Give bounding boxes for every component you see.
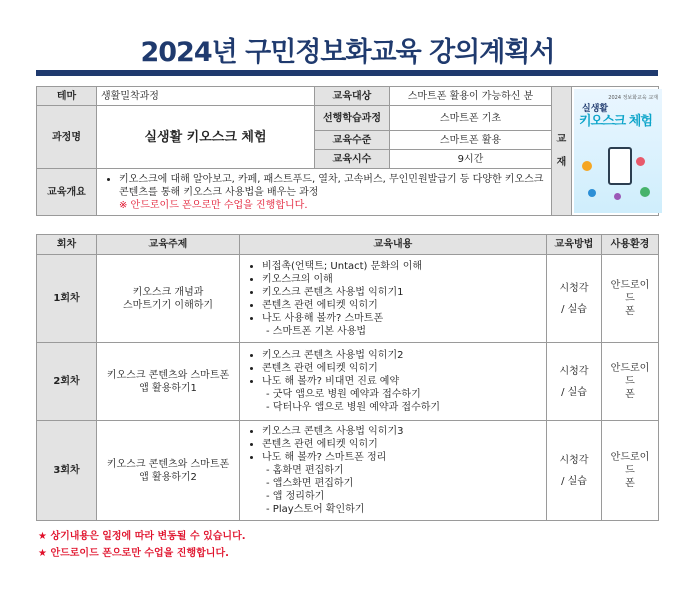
content-item: • 나도 사용해 볼까? 스마트폰 bbox=[262, 312, 540, 325]
method-line: 시청각 bbox=[559, 365, 589, 377]
hours-label: 교육시수 bbox=[315, 150, 390, 169]
page-title: 2024년 구민정보화교육 강의계획서 bbox=[140, 37, 555, 68]
textbook-small-text: 2024 정보화교육 교재 bbox=[608, 95, 658, 101]
content-item: • 콘텐츠 관련 에티켓 익히기 bbox=[262, 438, 540, 451]
content-subitem: - Play스토어 확인하기 bbox=[266, 504, 365, 515]
environment-cell bbox=[602, 421, 659, 521]
topic-line: 앱 활용하기2 bbox=[139, 471, 197, 483]
table-row bbox=[37, 343, 659, 421]
target-value: 스마트폰 활용이 가능하신 분 bbox=[390, 87, 552, 106]
session-cell: 1회차 bbox=[37, 255, 97, 343]
content-item: • 키오스크 콘텐츠 사용법 익히기3 bbox=[262, 425, 540, 438]
content-subitem: - 앱 정리하기 bbox=[266, 491, 325, 502]
topic-line: 스마트기기 이해하기 bbox=[122, 299, 214, 311]
textbook-label-1: 교 bbox=[556, 134, 567, 145]
environment-line: 안드로이드 bbox=[610, 280, 650, 304]
content-subitem: - 굿닥 앱으로 병원 예약과 접수하기 bbox=[266, 389, 421, 400]
content-item: • 키오스크의 이해 bbox=[262, 273, 540, 286]
schedule-table bbox=[36, 234, 659, 521]
textbook-label-2: 재 bbox=[556, 157, 567, 168]
content-item: • 나도 해 볼까? 비대면 진료 예약 bbox=[262, 375, 540, 388]
topic-line: 앱 활용하기1 bbox=[139, 382, 197, 394]
content-item: • 비접촉(언택트; Untact) 문화의 이해 bbox=[262, 260, 540, 273]
method-cell bbox=[547, 421, 602, 521]
overview-note: ※ 안드로이드 폰으로만 수업을 진행합니다. bbox=[119, 199, 308, 211]
overview-content bbox=[97, 169, 552, 216]
environment-line: 폰 bbox=[625, 389, 635, 400]
content-cell bbox=[240, 255, 547, 343]
content-subitem: - 홈화면 편집하기 bbox=[266, 465, 344, 476]
content-subitem: - 스마트폰 기본 사용법 bbox=[266, 325, 367, 337]
method-line: / 실습 bbox=[561, 475, 587, 487]
textbook-title-line2: 키오스크 체험 bbox=[579, 114, 652, 129]
topic-line: 키오스크 콘텐츠와 스마트폰 bbox=[106, 458, 230, 470]
theme-value: 생활밀착과정 bbox=[97, 87, 315, 106]
method-line: 시청각 bbox=[559, 282, 589, 294]
topic-cell bbox=[97, 255, 240, 343]
method-cell bbox=[547, 343, 602, 421]
content-item: • 콘텐츠 관련 에티켓 익히기 bbox=[262, 299, 540, 312]
prereq-value: 스마트폰 기초 bbox=[390, 106, 552, 131]
content-cell bbox=[240, 343, 547, 421]
textbook-cover-image bbox=[574, 89, 662, 213]
footnote-schedule-change: ★ 상기내용은 일정에 따라 변동될 수 있습니다. bbox=[38, 531, 246, 542]
content-subitem: - 닥터나우 앱으로 병원 예약과 접수하기 bbox=[266, 402, 441, 413]
overview-label: 교육개요 bbox=[37, 169, 97, 216]
session-cell: 3회차 bbox=[37, 421, 97, 521]
hours-value: 9시간 bbox=[390, 150, 552, 169]
title-divider bbox=[36, 70, 658, 76]
table-row bbox=[37, 421, 659, 521]
course-value: 실생활 키오스크 체험 bbox=[97, 106, 315, 169]
textbook-label bbox=[552, 87, 572, 216]
footnote-android-only: ★ 안드로이드 폰으로만 수업을 진행합니다. bbox=[38, 548, 229, 559]
topic-cell bbox=[97, 421, 240, 521]
method-line: / 실습 bbox=[561, 386, 587, 398]
content-subitem: - 앱스화면 편집하기 bbox=[266, 478, 354, 489]
overview-text: • 키오스크에 대해 알아보고, 카페, 패스트푸드, 열차, 고속버스, 무인민원발급기 등 다양한 키오스크 콘텐츠를 통해 키오스크 사용법을 배우는 과정 bbox=[119, 173, 547, 199]
header-session: 회차 bbox=[37, 235, 97, 255]
course-label: 과정명 bbox=[37, 106, 97, 169]
course-info-table bbox=[36, 86, 659, 216]
environment-line: 안드로이드 bbox=[610, 452, 650, 476]
header-method: 교육방법 bbox=[547, 235, 602, 255]
environment-line: 폰 bbox=[625, 306, 635, 317]
environment-line: 안드로이드 bbox=[610, 363, 650, 387]
header-environment: 사용환경 bbox=[602, 235, 659, 255]
content-item: • 콘텐츠 관련 에티켓 익히기 bbox=[262, 362, 540, 375]
environment-cell bbox=[602, 255, 659, 343]
content-item: • 나도 해 볼까? 스마트폰 정리 bbox=[262, 451, 540, 464]
content-cell bbox=[240, 421, 547, 521]
phone-illustration-icon bbox=[608, 147, 632, 185]
content-item: • 키오스크 콘텐츠 사용법 익히기2 bbox=[262, 349, 540, 362]
topic-line: 키오스크 개념과 bbox=[132, 286, 204, 298]
table-row bbox=[37, 255, 659, 343]
prereq-label: 선행학습과정 bbox=[315, 106, 390, 131]
level-value: 스마트폰 활용 bbox=[390, 131, 552, 150]
environment-cell bbox=[602, 343, 659, 421]
method-cell bbox=[547, 255, 602, 343]
topic-cell bbox=[97, 343, 240, 421]
textbook-cover-cell bbox=[572, 87, 659, 216]
method-line: 시청각 bbox=[559, 454, 589, 466]
level-label: 교육수준 bbox=[315, 131, 390, 150]
header-content: 교육내용 bbox=[240, 235, 547, 255]
target-label: 교육대상 bbox=[315, 87, 390, 106]
topic-line: 키오스크 콘텐츠와 스마트폰 bbox=[106, 369, 230, 381]
theme-label: 테마 bbox=[37, 87, 97, 106]
environment-line: 폰 bbox=[625, 478, 635, 489]
content-item: • 키오스크 콘텐츠 사용법 익히기1 bbox=[262, 286, 540, 299]
header-topic: 교육주제 bbox=[97, 235, 240, 255]
session-cell: 2회차 bbox=[37, 343, 97, 421]
textbook-title-line1: 실생활 bbox=[582, 104, 609, 114]
method-line: / 실습 bbox=[561, 303, 587, 315]
